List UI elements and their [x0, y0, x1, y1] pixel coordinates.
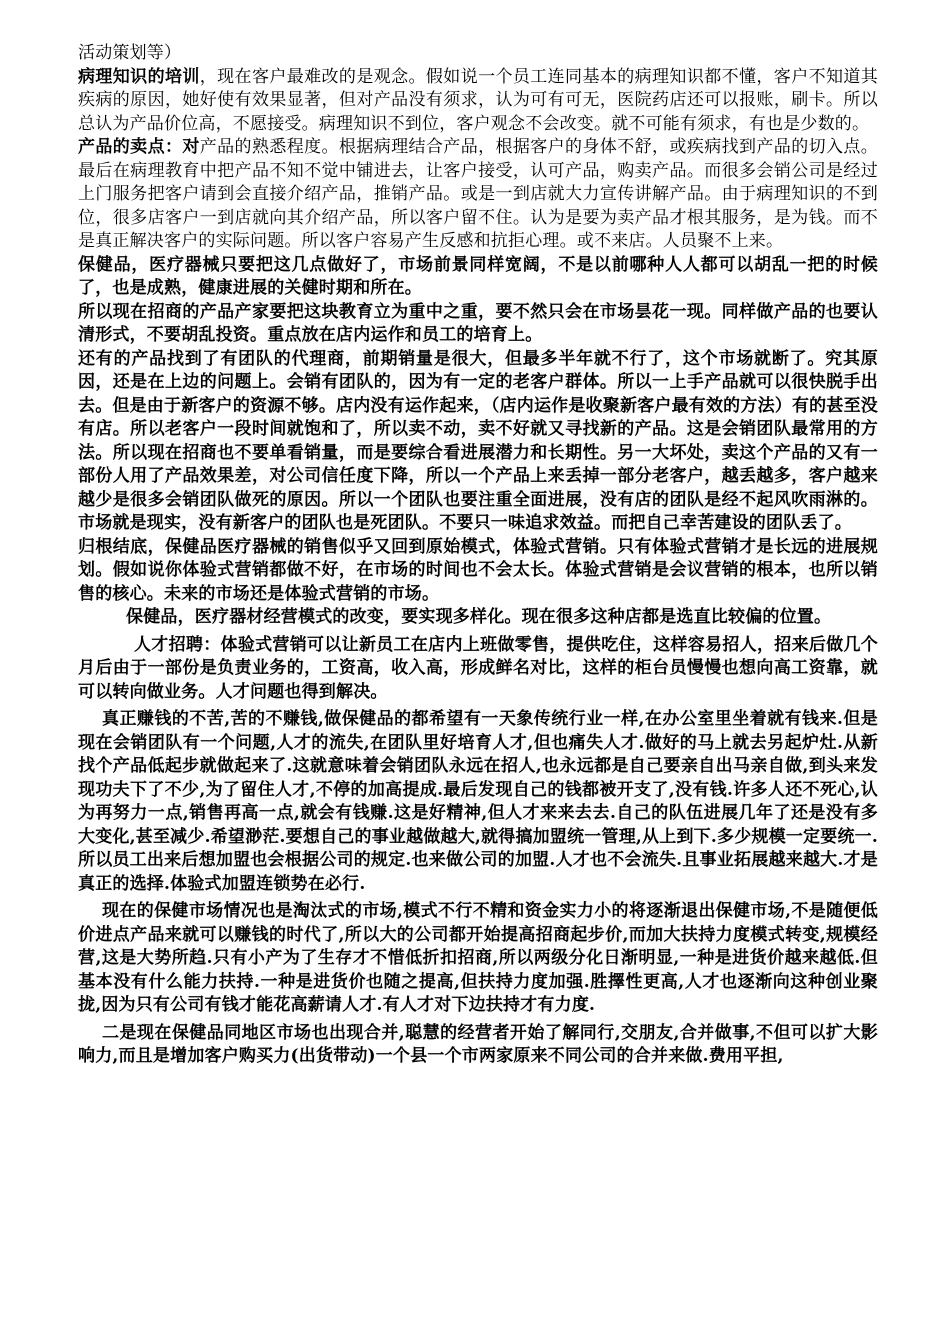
paragraph-selling-points [78, 136, 878, 254]
paragraph-experiential-marketing: 归根结底，保健品医疗器械的销售似乎又回到原始模式，体验式营销。只有体验式营销才是长远的进展规划。假如说你体验式营销都做不好，在市场的时间也不会太长。体验式营销是会议营销的根本，也所以销售的核心。未来的市场还是体验式营销的市场。 [78, 536, 878, 604]
paragraph-market-outlook: 保健品，医疗器械只要把这几点做好了，市场前景同样宽阔，不是以前哪种人人都可以胡乱一把的时候了，也是成熟，健康进展的关健时期和所在。 [78, 254, 878, 298]
paragraph-business-model: 保健品，医疗器材经营模式的改变，要实现多样化。现在很多这种店都是选直比较偏的位置。 [126, 607, 832, 627]
paragraph-0: 活动策划等） [78, 43, 182, 63]
paragraph-team-agents: 还有的产品找到了有团队的代理商，前期销量是很大，但最多半年就不行了，这个市场就断了。究其原因，还是在上边的问题上。会销有团队的，因为有一定的老客户群体。所以一上手产品就可以很快脱手出去。但是由于新客户的资源不够。店内没有运作起来，（店内运作是收聚新客户最有效的方法）有的甚至没有店。所以老客户一段时间就饱和了，所以卖不动，卖不好就又寻找新的产品。这是会销团队最常用的方法。所以现在招商也不要单看销量，而是要综合看进展潜力和长期性。另一大坏处，卖这个产品的又有一部份人用了产品效果差，对公司信任度下降，所以一个产品上来丢掉一部分老客户，越丢越多，客户越来越少是很多会销团队做死的原因。所以一个团队也要注重全面进展，没有店的团队是经不起风吹雨淋的。市场就是现实，没有新客户的团队也是死团队。不要只一味追求效益。而把自己幸苦建设的团队丢了。 [78, 348, 878, 533]
pathology-text: ，现在客户最难改的是观念。假如说一个员工连同基本的病理知识都不懂，客户不知道其疾病的原因，她好使有效果显著，但对产品没有须求，认为可有可无，医院药店还可以报账，刷卡。所以总认为产品价位高，不愿接受。病理知识不到位，客户观念不会改变。就不可能有须求，有也是少数的。 [78, 66, 878, 134]
paragraph-pathology-training [78, 66, 878, 137]
paragraph-education-focus: 所以现在招商的产品产家要把这块教育立为重中之重，要不然只会在市场昙花一现。同样做产品的也要认清形式，不要胡乱投资。重点放在店内运作和员工的培育上。 [78, 301, 878, 345]
paragraph-talent-recruitment: 人才招聘：体验式营销可以让新员工在店内上班做零售，提供吃住，这样容易招人，招来后做几个月后由于一部份是负责业务的，工资高，收入高，形成鲜名对比，这样的柜台员慢慢也想向高工资靠，就可以转向做业务。人才问题也得到解决。 [78, 634, 878, 702]
paragraph-market-elimination: 现在的保健市场情况也是淘汰式的市场,模式不行不精和资金实力小的将逐渐退出保健市场,不是随便低价进点产品来就可以赚钱的时代了,所以大的公司都开始提高招商起步价,而加大扶持力度模式转变,规模经营,这是大势所趋.只有小产为了生存才不惜低折扣招商,所以两级分化日渐明显,一种是进货价越来越低.但基本没有什么能力扶持.一种是进货价也随之提高,但扶持力度加强.胜擇性更高,人才也逐渐向这种创业聚拢,因为只有公司有钱才能花高薪请人才.有人才对下边扶持才有力度. [78, 901, 878, 1015]
selling-points-text: 产品的熟悉程度。根据病理结合产品，根据客户的身体不舒，或疾病找到产品的切入点。最后在病理教育中把产品不知不觉中铺进去，让客户接受，认可产品，购卖产品。而很多会销公司是经过上门服务把客户请到会直接介绍产品，推销产品。或是一到店就大力宣传讲解产品。由于病理知识的不到位，很多店客户一到店就向其介绍产品，所以客户留不住。认为是要为卖产品才根其服务，是为钱。而不是真正解决客户的实际问题。所以客户容易产生反感和抗拒心理。或不来店。人员聚不上来。 [78, 137, 878, 251]
paragraph-market-merger: 二是现在保健品同地区市场也出现合并,聪慧的经营者开始了解同行,交朋友,合并做事,不但可以扩大影响力,而且是增加客户购买力(出货带动)一个县一个市两家原来不同公司的合并来做.费用平担, [78, 1022, 878, 1066]
paragraph-real-money: 真正赚钱的不苦,苦的不赚钱,做保健品的都希望有一天象传统行业一样,在办公室里坐着就有钱来.但是现在会销团队有一个问题,人才的流失,在团队里好培育人才,但也痛失人才.做好的马上就去另起炉灶.从新找个产品低起步就做起来了.这就意味着会销团队永远在招人,也永远都是自己要亲自出马亲自做,到头来发现功夫下了不少,为了留住人才,不停的加高提成.最后发现自己的钱都被开支了,没有钱.许多人还不死心,认为再努力一点,销售再高一点,就会有钱赚.这是好精神,但人才来来去去.自己的队伍进展几年了还是没有多大变化,甚至减少.希望渺茫.要想自己的事业越做越大,就得搞加盟统一管理,从上到下.多少规模一定要统一.所以员工出来后想加盟也会根据公司的规定.也来做公司的加盟.人才也不会流失.且事业拓展越来越大.才是真正的选择.体验式加盟连锁势在必行. [78, 709, 878, 894]
section-label-selling-points: 产品的卖点：对 [78, 137, 200, 157]
document-body [78, 42, 878, 1069]
section-label-pathology: 病理知识的培训 [78, 66, 200, 87]
